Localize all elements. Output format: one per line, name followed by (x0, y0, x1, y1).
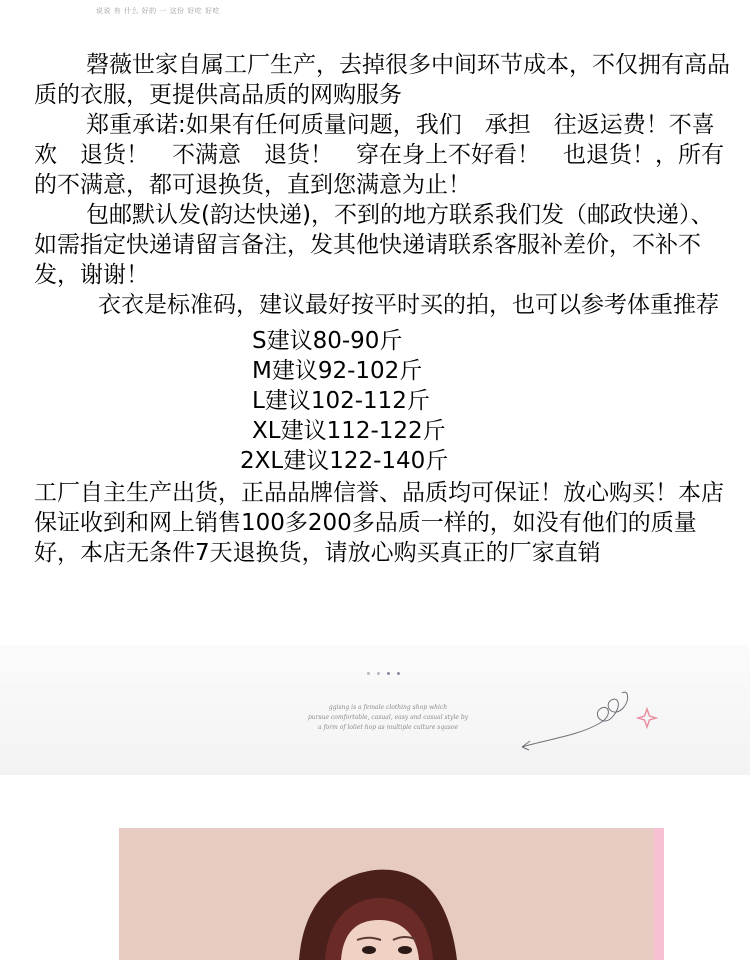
star-icon (638, 709, 656, 727)
header-note: 说说 有 什么 好的 一 这份 好吃 好吃 (96, 7, 221, 15)
banner-line: pursue comfortable, casual, easy and casual style by (307, 714, 469, 721)
size-advice-paragraph: 衣衣是标准码，建议最好按平时买的拍，也可以参考体重推荐 (98, 292, 719, 318)
photo-edge-strip (654, 828, 664, 960)
dot (377, 672, 380, 675)
size-xl: XL建议112-122斤 (252, 418, 446, 444)
size-s: S建议80-90斤 (252, 328, 403, 354)
swirl-arrow-icon (510, 675, 670, 755)
product-photo (119, 828, 664, 960)
decorative-banner (0, 645, 750, 775)
dot (387, 672, 390, 675)
size-l: L建议102-112斤 (252, 388, 430, 414)
dot (397, 672, 400, 675)
size-chart (34, 326, 730, 476)
banner-line: ggisng is a female clothing shop which (328, 704, 448, 711)
dot (367, 672, 370, 675)
banner-line: a form of loliet hop as multiple culture sqasoe (317, 724, 459, 731)
shipping-paragraph: 包邮默认发(韵达快递)，不到的地方联系我们发（邮政快递）、如需指定快递请留言备注，发其他快递请联系客服补差价，不补不发，谢谢！ (34, 202, 714, 288)
guarantee-paragraph: 郑重承诺:如果有任何质量问题，我们 承担 往返运费！不喜欢 退货！ 不满意 退货！ 穿在身上不好看！ 也退货！，所有的不满意，都可退换货，直到您满意为止！ (34, 112, 724, 198)
intro-paragraph: 磬薇世家自属工厂生产，去掉很多中间环节成本，不仅拥有高品质的衣服，更提供高品质的网购服务 (34, 52, 730, 108)
dots-decoration (367, 672, 400, 675)
factory-paragraph: 工厂自主生产出货，正品品牌信誉、品质均可保证！放心购买！本店保证收到和网上销售100多200多品质一样的，如没有他们的质量好，本店无条件7天退换货，请放心购买真正的厂家直销 (34, 480, 724, 566)
size-2xl: 2XL建议122-140斤 (240, 448, 449, 474)
product-description (34, 50, 730, 568)
banner-caption (258, 703, 518, 733)
model-image (119, 828, 664, 960)
size-m: M建议92-102斤 (252, 358, 423, 384)
